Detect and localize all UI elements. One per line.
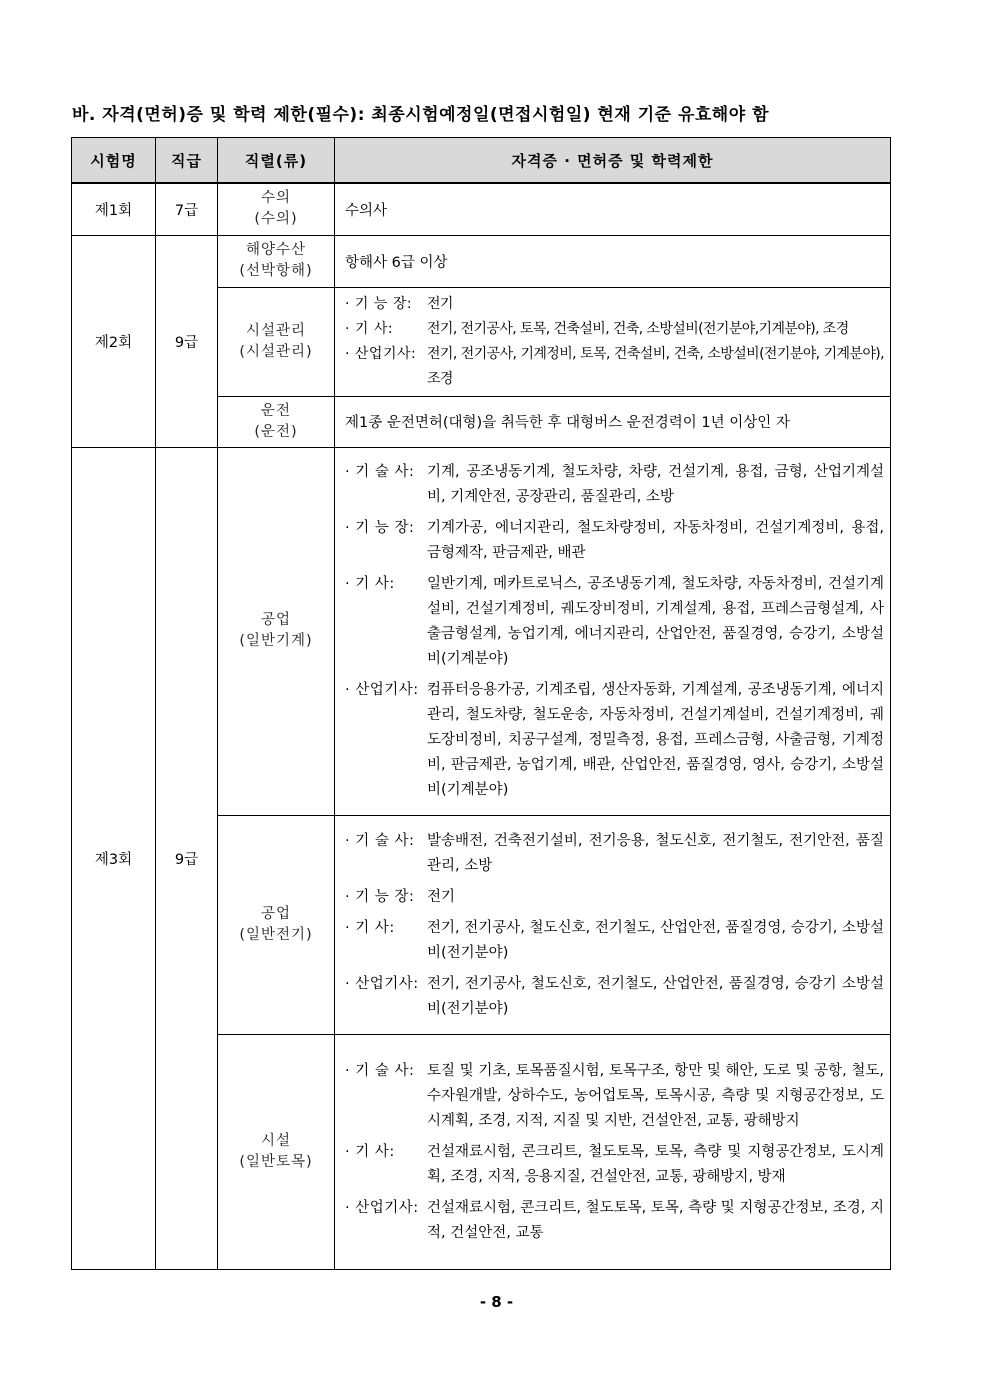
series-cell (218, 287, 335, 396)
item-text: 전기, 전기공사, 기계정비, 토목, 건축설비, 건축, 소방설비(전기분야, 기계분야), 조경 (427, 345, 884, 387)
item-label: · 기 능 장: (345, 888, 415, 905)
series-sub: (일반토목) (239, 1153, 313, 1170)
qualification-item (345, 678, 884, 803)
item-label: · 기 능 장: (345, 520, 415, 536)
section-heading: 바. 자격(면허)증 및 학력 제한(필수): 최종시험예정일(면접시험일) 현재 기준 유효해야 함 (72, 105, 769, 125)
table-row (72, 235, 891, 287)
item-label: · 기 술 사: (345, 1062, 415, 1079)
series-sub: (선박항해) (239, 263, 313, 279)
series-cell (218, 815, 335, 1034)
item-text: 전기, 전기공사, 철도신호, 전기철도, 산업안전, 품질경영, 승강기 소방설비(전기분야) (427, 975, 884, 1017)
item-label: · 기 능 장: (345, 295, 413, 312)
series-name: 해양수산 (245, 242, 307, 258)
item-text: 일반기계, 메카트로닉스, 공조냉동기계, 철도차량, 자동차정비, 건설기계설비, 건설기계정비, 궤도장비정비, 기계설계, 용접, 프레스금형설계, 사출금형설계, 농업기계, 에너지관리, 산업안전, 품질경영, 승강기, 소방설비(기계분야) (427, 576, 884, 667)
qualification-item (345, 1059, 884, 1134)
item-text: 토질 및 기초, 토목품질시험, 토목구조, 항만 및 해안, 도로 및 공항, 철도, 수자원개발, 상하수도, 농어업토목, 토목시공, 측량 및 지형공간정보, 도시계획, 조경, 지적, 지질 및 지반, 건설안전, 교통, 광해방지 (427, 1062, 884, 1129)
series-cell (218, 235, 335, 287)
qualification-cell (335, 287, 891, 396)
series-sub: (일반전기) (239, 926, 313, 943)
series-name: 공업 (260, 905, 291, 922)
qualification-cell: 항해사 6급 이상 (335, 235, 891, 287)
qualification-item (345, 972, 884, 1022)
series-name: 시설관리 (245, 322, 307, 339)
header-series: 직렬(류) (218, 138, 335, 184)
series-sub: (시설관리) (239, 343, 313, 360)
qualification-cell: 수의사 (335, 183, 891, 235)
item-label: · 기 사: (345, 576, 395, 592)
series-cell (218, 183, 335, 235)
qualification-cell (335, 815, 891, 1034)
item-text: 전기, 전기공사, 토목, 건축설비, 건축, 소방설비(전기분야,기계분야), 조경 (427, 320, 849, 337)
grade-cell: 9급 (156, 235, 218, 447)
item-text: 컴퓨터응용가공, 기계조립, 생산자동화, 기계설계, 공조냉동기계, 에너지관리, 철도차량, 철도운송, 자동차정비, 건설기계설비, 건설기계정비, 궤도장비정비, 치공구설계, 정밀측정, 용접, 프레스금형, 사출금형, 기계정비, 판금제관, 농업기계, 배관, 산업안전, 품질경영, 영사, 승강기, 소방설비(기계분야) (427, 682, 884, 798)
table-row (72, 447, 891, 815)
item-label: · 산업기사: (345, 1199, 419, 1216)
grade-cell: 7급 (156, 183, 218, 235)
qualification-item (345, 916, 884, 966)
qualification-item (345, 292, 884, 317)
item-text: 전기, 전기공사, 철도신호, 전기철도, 산업안전, 품질경영, 승강기, 소방설비(전기분야) (427, 919, 884, 961)
header-exam: 시험명 (72, 138, 156, 184)
item-text: 기계, 공조냉동기계, 철도차량, 차량, 건설기계, 용접, 금형, 산업기계설비, 기계안전, 공장관리, 품질관리, 소방 (427, 464, 884, 505)
item-label: · 기 사: (345, 320, 394, 337)
series-cell (218, 1034, 335, 1269)
qualification-table (71, 137, 891, 1270)
table-header-row (72, 138, 891, 184)
header-qualification: 자격증 · 면허증 및 학력제한 (335, 138, 891, 184)
qualification-cell (335, 1034, 891, 1269)
series-name: 공업 (260, 612, 291, 628)
grade-cell: 9급 (156, 447, 218, 1269)
item-label: · 산업기사: (345, 975, 419, 992)
table-row (72, 183, 891, 235)
page-number: - 8 - (479, 1293, 514, 1311)
item-text: 전기 (427, 888, 456, 905)
item-text: 전기 (427, 295, 453, 312)
qualification-item (345, 460, 884, 510)
item-label: · 산업기사: (345, 682, 419, 698)
qualification-item (345, 516, 884, 566)
series-name: 수의 (260, 190, 291, 207)
series-sub: (운전) (254, 423, 298, 440)
qualification-item (345, 1140, 884, 1190)
item-text: 기계가공, 에너지관리, 철도차량정비, 자동차정비, 건설기계정비, 용접, 금형제작, 판금제관, 배관 (427, 520, 884, 561)
qualification-cell (335, 447, 891, 815)
item-text: 건설재료시험, 콘크리트, 철도토목, 토목, 측량 및 지형공간정보, 도시계획, 조경, 지적, 응용지질, 건설안전, 교통, 광해방지, 방재 (427, 1143, 884, 1185)
qualification-item (345, 317, 884, 342)
series-sub: (수의) (254, 211, 298, 228)
qualification-item (345, 572, 884, 672)
item-label: · 기 사: (345, 919, 395, 936)
item-label: · 기 술 사: (345, 464, 415, 480)
exam-cell: 제3회 (72, 447, 156, 1269)
qualification-item (345, 342, 884, 392)
header-grade: 직급 (156, 138, 218, 184)
item-text: 발송배전, 건축전기설비, 전기응용, 철도신호, 전기철도, 전기안전, 품질관리, 소방 (427, 832, 884, 874)
qualification-item (345, 1196, 884, 1246)
exam-cell: 제1회 (72, 183, 156, 235)
series-sub: (일반기계) (239, 633, 313, 649)
qualification-item (345, 829, 884, 879)
series-name: 운전 (260, 402, 291, 419)
exam-cell: 제2회 (72, 235, 156, 447)
item-text: 건설재료시험, 콘크리트, 철도토목, 토목, 측량 및 지형공간정보, 조경, 지적, 건설안전, 교통 (427, 1199, 884, 1241)
qualification-cell: 제1종 운전면허(대형)을 취득한 후 대형버스 운전경력이 1년 이상인 자 (335, 396, 891, 447)
qualification-item (345, 885, 884, 910)
item-label: · 기 사: (345, 1143, 395, 1160)
series-name: 시설 (260, 1132, 291, 1149)
item-label: · 산업기사: (345, 345, 417, 362)
item-label: · 기 술 사: (345, 832, 415, 849)
series-cell (218, 447, 335, 815)
series-cell (218, 396, 335, 447)
